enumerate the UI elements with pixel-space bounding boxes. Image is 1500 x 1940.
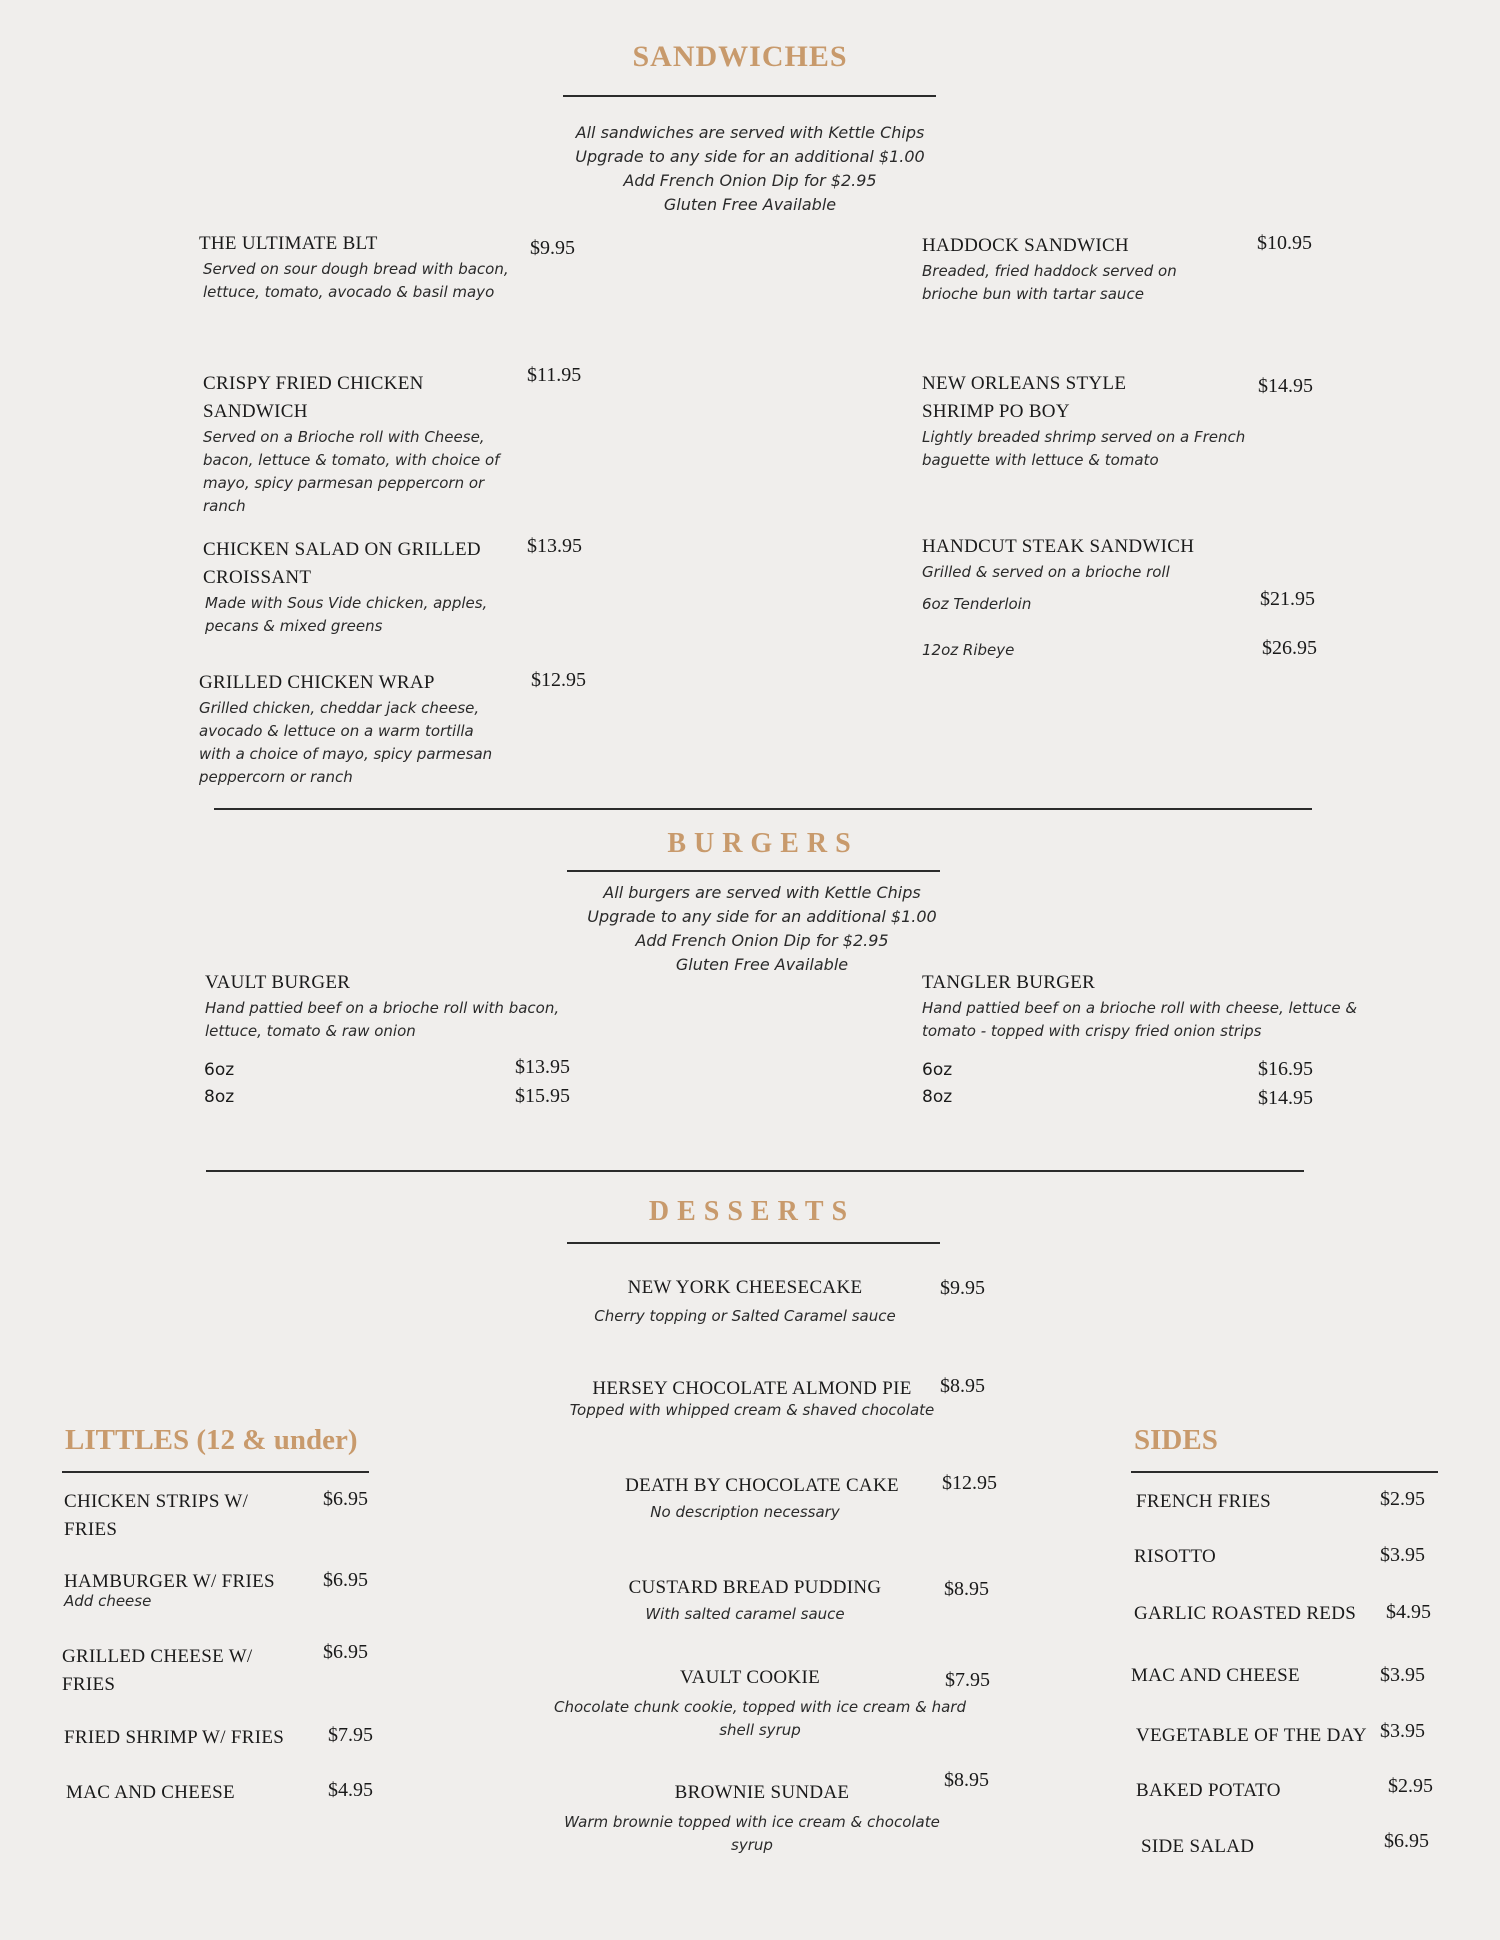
item-name: GRILLED CHEESE W/ FRIES bbox=[62, 1646, 253, 1695]
option-label: 6oz Tenderloin bbox=[922, 595, 1032, 613]
item-description: Cherry topping or Salted Caramel sauce bbox=[594, 1307, 896, 1325]
section-divider bbox=[206, 1170, 1304, 1172]
option-label: 6oz bbox=[204, 1060, 235, 1080]
item-description: Topped with whipped cream & shaved chocolate bbox=[569, 1401, 935, 1419]
item-price: $6.95 bbox=[323, 1488, 368, 1510]
menu-item bbox=[203, 370, 523, 518]
item-price: $12.95 bbox=[942, 1472, 997, 1494]
item-name: NEW ORLEANS STYLE SHRIMP PO BOY bbox=[922, 373, 1127, 422]
option-label: 8oz bbox=[922, 1087, 953, 1107]
menu-item bbox=[922, 533, 1322, 584]
menu-item bbox=[922, 969, 1362, 1043]
menu-item bbox=[922, 232, 1222, 306]
option-price: $15.95 bbox=[515, 1085, 570, 1107]
item-description: Warm brownie topped with ice cream & chocolate syrup bbox=[564, 1813, 940, 1854]
sides-title: SIDES bbox=[1134, 1424, 1218, 1456]
note-line: Gluten Free Available bbox=[663, 195, 837, 214]
item-description: Grilled & served on a brioche roll bbox=[922, 563, 1170, 581]
item-description: Lightly breaded shrimp served on a French baguette with lettuce & tomato bbox=[922, 428, 1246, 469]
item-name: BAKED POTATO bbox=[1136, 1780, 1281, 1801]
note-line: Upgrade to any side for an additional $1.00 bbox=[575, 147, 925, 166]
sandwiches-notes bbox=[500, 121, 1000, 217]
menu-item bbox=[64, 1568, 275, 1613]
sandwiches-title: SANDWICHES bbox=[632, 40, 848, 73]
option-price: $21.95 bbox=[1260, 588, 1315, 610]
burgers-title-rule bbox=[567, 870, 940, 872]
burgers-notes bbox=[512, 881, 1012, 977]
item-name: HERSEY CHOCOLATE ALMOND PIE bbox=[592, 1378, 912, 1399]
item-name: CHICKEN STRIPS W/ FRIES bbox=[64, 1491, 249, 1540]
item-description: Chocolate chunk cookie, topped with ice cream & hard shell syrup bbox=[554, 1698, 966, 1739]
item-name: CUSTARD BREAD PUDDING bbox=[628, 1577, 882, 1598]
item-name: FRENCH FRIES bbox=[1136, 1491, 1272, 1512]
burgers-title: BURGERS bbox=[667, 828, 859, 859]
item-price: $4.95 bbox=[1386, 1601, 1431, 1623]
item-price: $12.95 bbox=[531, 669, 586, 691]
menu-item bbox=[205, 969, 605, 1043]
option-price: $16.95 bbox=[1258, 1058, 1313, 1080]
section-divider bbox=[214, 808, 1312, 810]
item-name: MAC AND CHEESE bbox=[1131, 1665, 1300, 1686]
menu-item bbox=[203, 536, 523, 638]
menu-item bbox=[552, 1375, 952, 1422]
item-name: HAMBURGER W/ FRIES bbox=[64, 1571, 275, 1592]
item-price: $6.95 bbox=[323, 1641, 368, 1663]
item-description: With salted caramel sauce bbox=[645, 1605, 845, 1623]
item-description: Served on sour dough bread with bacon, lettuce, tomato, avocado & basil mayo bbox=[203, 260, 509, 301]
menu-item bbox=[545, 1274, 945, 1328]
item-name: DEATH BY CHOCOLATE CAKE bbox=[625, 1475, 899, 1496]
item-price: $9.95 bbox=[940, 1277, 985, 1299]
item-price: $7.95 bbox=[328, 1724, 373, 1746]
item-name: RISOTTO bbox=[1134, 1546, 1216, 1567]
item-price: $2.95 bbox=[1380, 1488, 1425, 1510]
item-name: HANDCUT STEAK SANDWICH bbox=[922, 536, 1195, 557]
menu-item bbox=[555, 1574, 955, 1626]
item-description: Served on a Brioche roll with Cheese, bacon, lettuce & tomato, with choice of mayo, spicy parmesan peppercorn or ranch bbox=[203, 428, 500, 515]
option-label: 6oz bbox=[922, 1060, 953, 1080]
option-price: $14.95 bbox=[1258, 1087, 1313, 1109]
item-price: $11.95 bbox=[527, 364, 582, 386]
item-price: $6.95 bbox=[323, 1569, 368, 1591]
item-name: GARLIC ROASTED REDS bbox=[1134, 1603, 1357, 1624]
item-description: Made with Sous Vide chicken, apples, pecans & mixed greens bbox=[205, 594, 488, 635]
item-price: $10.95 bbox=[1257, 232, 1312, 254]
item-price: $8.95 bbox=[940, 1375, 985, 1397]
item-price: $4.95 bbox=[328, 1779, 373, 1801]
sandwiches-title-rule bbox=[563, 95, 936, 97]
item-name: BROWNIE SUNDAE bbox=[674, 1782, 850, 1803]
item-name: VEGETABLE OF THE DAY bbox=[1136, 1725, 1367, 1746]
option-price: $26.95 bbox=[1262, 637, 1317, 659]
menu-item bbox=[922, 370, 1252, 472]
item-name: FRIED SHRIMP W/ FRIES bbox=[64, 1727, 285, 1748]
item-name: HADDOCK SANDWICH bbox=[922, 235, 1129, 256]
littles-title: LITTLES (12 & under) bbox=[65, 1424, 358, 1456]
item-price: $14.95 bbox=[1258, 375, 1313, 397]
item-name: CHICKEN SALAD ON GRILLED CROISSANT bbox=[203, 539, 481, 588]
note-line: Gluten Free Available bbox=[675, 955, 849, 974]
option-label: 8oz bbox=[204, 1087, 235, 1107]
menu-item bbox=[562, 1779, 962, 1857]
item-description: Hand pattied beef on a brioche roll with cheese, lettuce & tomato - topped with crispy fried onion strips bbox=[922, 999, 1358, 1040]
item-price: $8.95 bbox=[944, 1769, 989, 1791]
item-name: TANGLER BURGER bbox=[922, 972, 1096, 993]
note-line: All burgers are served with Kettle Chips bbox=[603, 883, 921, 902]
item-name: SIDE SALAD bbox=[1141, 1836, 1255, 1857]
item-name: MAC AND CHEESE bbox=[66, 1782, 235, 1803]
item-name: CRISPY FRIED CHICKEN SANDWICH bbox=[203, 373, 424, 422]
item-description: Add cheese bbox=[64, 1592, 152, 1610]
littles-title-rule bbox=[62, 1471, 369, 1473]
item-name: VAULT COOKIE bbox=[680, 1667, 820, 1688]
menu-item bbox=[199, 669, 519, 789]
item-price: $3.95 bbox=[1380, 1664, 1425, 1686]
desserts-title-rule bbox=[567, 1242, 940, 1244]
item-description: No description necessary bbox=[650, 1503, 840, 1521]
note-line: Add French Onion Dip for $2.95 bbox=[623, 171, 877, 190]
item-price: $9.95 bbox=[530, 237, 575, 259]
item-price: $7.95 bbox=[945, 1669, 990, 1691]
note-line: Upgrade to any side for an additional $1.00 bbox=[587, 907, 937, 926]
item-name: THE ULTIMATE BLT bbox=[199, 233, 378, 254]
item-description: Hand pattied beef on a brioche roll with bacon, lettuce, tomato & raw onion bbox=[205, 999, 560, 1040]
option-label: 12oz Ribeye bbox=[922, 641, 1015, 659]
menu-item bbox=[199, 230, 519, 304]
item-price: $8.95 bbox=[944, 1578, 989, 1600]
menu-item bbox=[562, 1472, 962, 1524]
desserts-title: DESSERTS bbox=[648, 1196, 856, 1227]
sides-title-rule bbox=[1131, 1471, 1438, 1473]
item-name: NEW YORK CHEESECAKE bbox=[627, 1277, 863, 1298]
item-description: Breaded, fried haddock served on brioche bun with tartar sauce bbox=[922, 262, 1177, 303]
item-description: Grilled chicken, cheddar jack cheese, avocado & lettuce on a warm tortilla with a choice of mayo, spicy parmesan peppercorn or ranch bbox=[199, 699, 493, 786]
option-price: $13.95 bbox=[515, 1056, 570, 1078]
item-price: $13.95 bbox=[527, 535, 582, 557]
item-name: VAULT BURGER bbox=[205, 972, 351, 993]
item-price: $2.95 bbox=[1388, 1775, 1433, 1797]
note-line: All sandwiches are served with Kettle Chips bbox=[575, 123, 925, 142]
note-line: Add French Onion Dip for $2.95 bbox=[635, 931, 889, 950]
item-price: $3.95 bbox=[1380, 1720, 1425, 1742]
item-price: $6.95 bbox=[1384, 1830, 1429, 1852]
item-name: GRILLED CHICKEN WRAP bbox=[199, 672, 435, 693]
item-price: $3.95 bbox=[1380, 1544, 1425, 1566]
menu-item bbox=[550, 1664, 966, 1742]
